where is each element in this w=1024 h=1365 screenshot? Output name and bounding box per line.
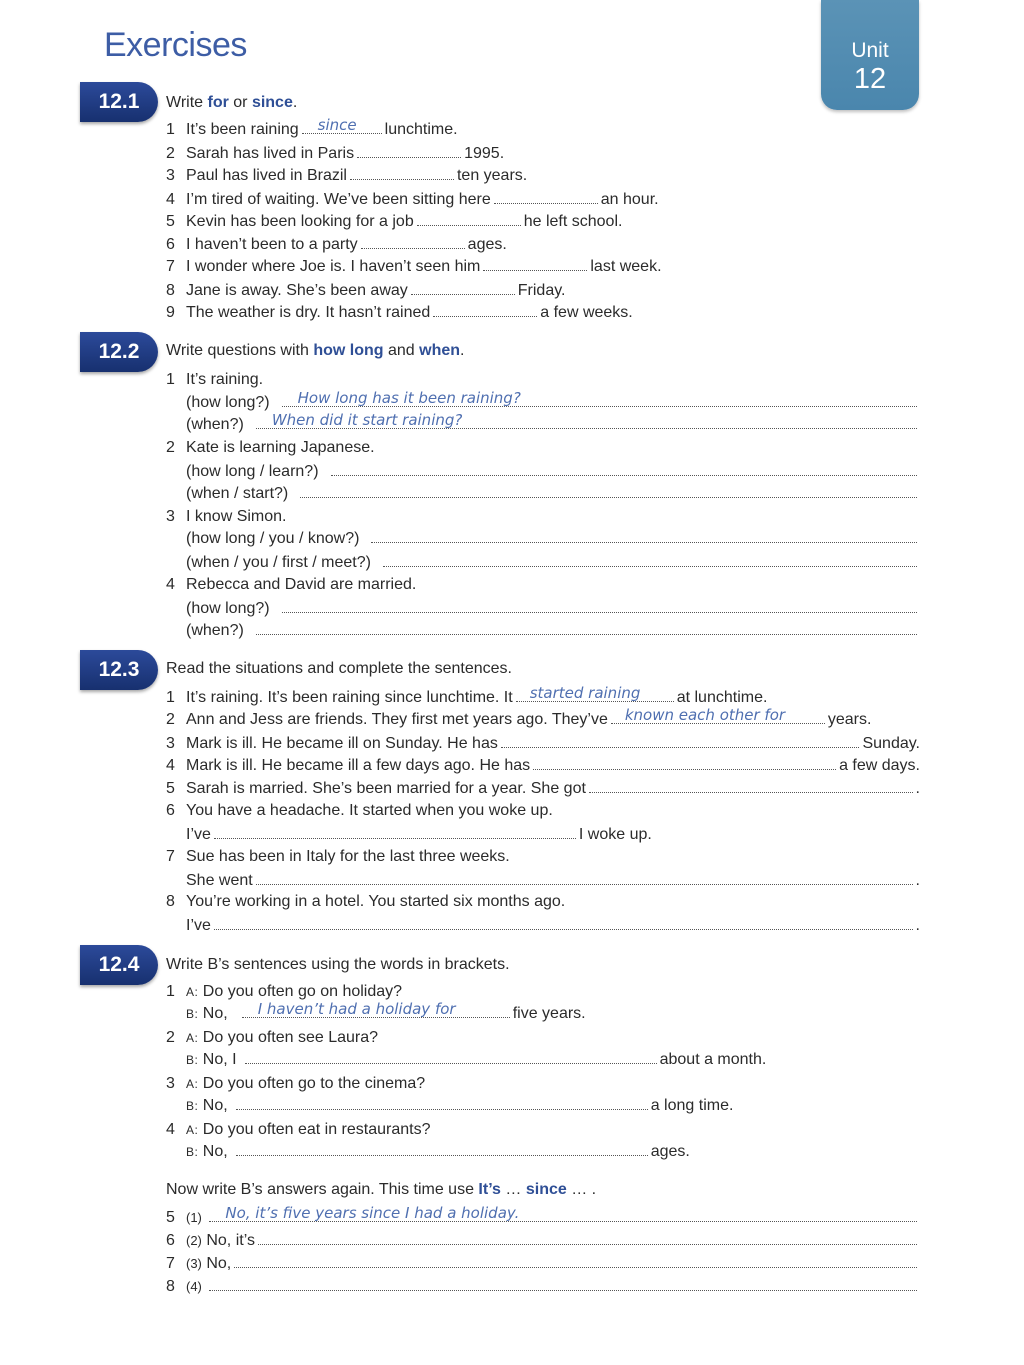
exercise-item: 1 It’s raining. It’s been raining since lunchtime. It started raining at lunchtime.	[166, 684, 768, 706]
answer-field[interactable]	[611, 706, 825, 724]
handwritten-answer: since	[317, 116, 357, 134]
answer-field[interactable]	[494, 189, 598, 204]
exercise-item: 5 Sarah is married. She’s been married for a year. She got .	[166, 780, 920, 797]
unit-label: Unit	[851, 39, 889, 62]
answer-field[interactable]	[282, 598, 917, 613]
answer-field[interactable]	[258, 1230, 917, 1245]
answer-field[interactable]	[214, 824, 576, 839]
rewrite-item: 7 (3) No,	[166, 1253, 920, 1275]
answer-field[interactable]	[501, 733, 860, 748]
answer-field[interactable]	[331, 461, 917, 476]
question-line: (how long?)	[166, 598, 920, 620]
answer-field[interactable]	[483, 256, 587, 271]
answer-field[interactable]	[361, 234, 465, 249]
answer-field[interactable]	[209, 1276, 917, 1291]
exercise-item: 4 Rebecca and David are married.	[166, 576, 417, 593]
exercise-item: 3 I know Simon.	[166, 508, 287, 525]
answer-line: I’ve .	[186, 917, 920, 934]
question-line: (when / start?)	[166, 483, 920, 505]
dialogue-a: 2 A: Do you often see Laura?	[166, 1029, 379, 1046]
answer-field[interactable]	[371, 528, 917, 543]
answer-field[interactable]	[383, 552, 917, 567]
dialogue-b: B: No, ages.	[186, 1143, 690, 1160]
answer-field[interactable]	[302, 116, 382, 134]
question-line: (how long?) How long has it been raining?	[166, 392, 920, 414]
exercise-item: 6 You have a headache. It started when you woke up.	[166, 802, 553, 819]
exercise-item: 8 Jane is away. She’s been away Friday.	[166, 282, 566, 299]
exercise-item: 6 I haven’t been to a party ages.	[166, 236, 507, 253]
exercise-item: 2 Sarah has lived in Paris 1995.	[166, 145, 505, 162]
answer-line: She went .	[186, 872, 920, 889]
answer-field[interactable]	[236, 1141, 648, 1156]
handwritten-answer: When did it start raining?	[271, 411, 463, 429]
exercise-item: 7 I wonder where Joe is. I haven’t seen him last week.	[166, 258, 662, 275]
exercise-badge-12-4: 12.4	[80, 945, 158, 985]
exercise-instruction: Read the situations and complete the sentences.	[166, 660, 512, 677]
exercise-badge-12-1: 12.1	[80, 82, 158, 122]
exercise-item: 4 I’m tired of waiting. We’ve been sitting here an hour.	[166, 191, 659, 208]
exercise-item: 8 You’re working in a hotel. You started six months ago.	[166, 893, 566, 910]
dialogue-a: 1 A: Do you often go on holiday?	[166, 983, 403, 1000]
exercise-instruction: Write for or since.	[166, 94, 298, 111]
exercise-item: 1 It’s been raining since lunchtime.	[166, 116, 458, 138]
rewrite-item: 5 (1) No, it’s five years since I had a holiday.	[166, 1207, 920, 1229]
dialogue-a: 3 A: Do you often go to the cinema?	[166, 1075, 426, 1092]
question-line: (how long / learn?)	[166, 461, 920, 483]
exercise-item: 3 Paul has lived in Brazil ten years.	[166, 167, 528, 184]
handwritten-answer: How long has it been raining?	[297, 389, 521, 407]
answer-field[interactable]	[214, 915, 913, 930]
rewrite-item: 6 (2) No, it’s	[166, 1230, 920, 1252]
exercise-item: 1 It’s raining.	[166, 371, 264, 388]
answer-field[interactable]	[234, 1253, 917, 1268]
exercise-item: 2 Ann and Jess are friends. They first met years ago. They’ve known each other for years.	[166, 706, 872, 728]
answer-field[interactable]	[516, 684, 674, 702]
page-title: Exercises	[104, 26, 247, 64]
exercise-instruction-2: Now write B’s answers again. This time use It’s … since … .	[166, 1181, 597, 1198]
question-line: (how long / you / know?)	[166, 528, 920, 550]
answer-field[interactable]	[236, 1095, 648, 1110]
answer-field[interactable]	[245, 1049, 657, 1064]
answer-field[interactable]	[256, 411, 917, 429]
exercise-item: 3 Mark is ill. He became ill on Sunday. He has Sunday.	[166, 735, 920, 752]
answer-field[interactable]	[350, 165, 454, 180]
question-line: (when / you / first / meet?)	[166, 552, 920, 574]
exercise-item: 9 The weather is dry. It hasn’t rained a few weeks.	[166, 304, 633, 321]
answer-field[interactable]	[589, 778, 913, 793]
answer-field[interactable]	[256, 620, 917, 635]
exercise-badge-12-2: 12.2	[80, 332, 158, 372]
dialogue-b: B: No, I about a month.	[186, 1051, 767, 1068]
answer-field[interactable]	[256, 870, 913, 885]
answer-field[interactable]	[300, 483, 917, 498]
exercise-item: 4 Mark is ill. He became ill a few days ago. He has a few days.	[166, 757, 920, 774]
handwritten-answer: I haven’t had a holiday for	[257, 1000, 456, 1018]
answer-line: I’ve I woke up.	[186, 826, 652, 843]
dialogue-a: 4 A: Do you often eat in restaurants?	[166, 1121, 431, 1138]
answer-field[interactable]	[357, 143, 461, 158]
rewrite-item: 8 (4)	[166, 1276, 920, 1298]
unit-number: 12	[853, 63, 887, 95]
exercise-item: 5 Kevin has been looking for a job he left school.	[166, 213, 623, 230]
handwritten-answer: known each other for	[624, 706, 786, 724]
handwritten-answer: started raining	[529, 684, 641, 702]
exercise-badge-12-3: 12.3	[80, 650, 158, 690]
exercise-instruction: Write questions with how long and when.	[166, 342, 465, 359]
answer-field[interactable]	[533, 755, 836, 770]
question-line: (when?)	[166, 620, 920, 642]
dialogue-b: B: No, I haven’t had a holiday for five years.	[186, 1000, 586, 1022]
dialogue-b: B: No, a long time.	[186, 1097, 734, 1114]
exercise-instruction: Write B’s sentences using the words in brackets.	[166, 956, 510, 973]
handwritten-answer: No, it’s five years since I had a holiday.	[225, 1204, 520, 1222]
exercise-item: 2 Kate is learning Japanese.	[166, 439, 375, 456]
answer-field[interactable]	[209, 1204, 917, 1222]
exercise-item: 7 Sue has been in Italy for the last three weeks.	[166, 848, 510, 865]
answer-field[interactable]	[411, 280, 515, 295]
answer-field[interactable]	[433, 302, 537, 317]
answer-field[interactable]	[417, 211, 521, 226]
question-line: (when?) When did it start raining?	[166, 414, 920, 436]
